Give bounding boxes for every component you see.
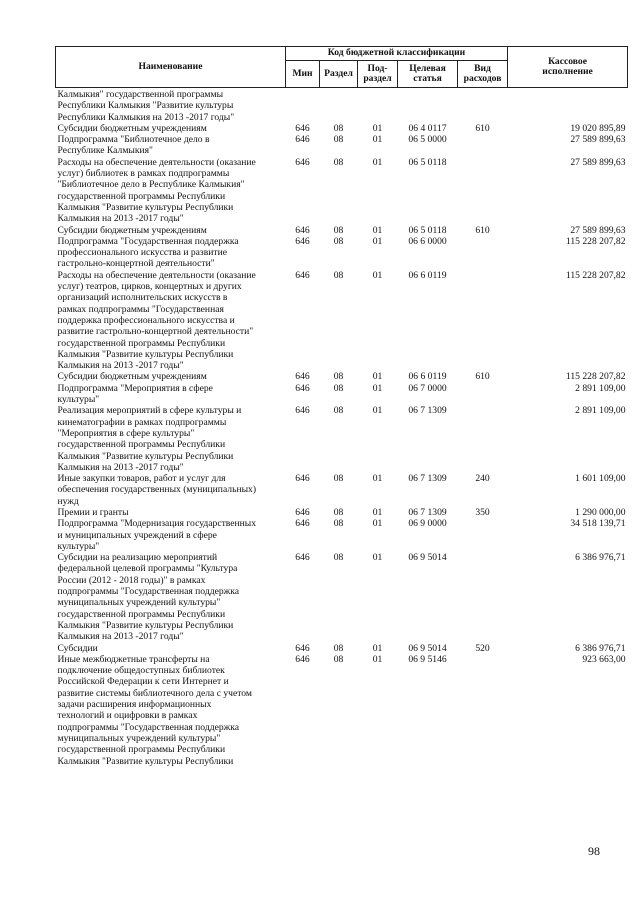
table-row: [56, 123, 628, 134]
cell-razdel: [320, 88, 358, 123]
cell-min: 646: [295, 518, 310, 530]
cell-name: Подпрограмма "Мероприятия в сфере культуры": [57, 382, 213, 406]
cell-min: 646: [295, 224, 310, 236]
header-vid: Вид расходов: [458, 61, 508, 88]
cell-vid: [458, 654, 508, 767]
cell-podrazdel: 01: [372, 235, 383, 247]
cell-podrazdel: 01: [372, 269, 383, 281]
cell-vid: [458, 236, 508, 270]
cell-min: 646: [295, 122, 310, 134]
table-row: [56, 225, 628, 236]
cell-vid: [458, 552, 508, 642]
cell-target: 06 5 0118: [408, 156, 447, 168]
cell-name: Субсидии: [57, 642, 98, 654]
cell-podrazdel: 01: [372, 405, 383, 417]
cell-vid: [458, 383, 508, 406]
cell-target: 06 6 0119: [408, 371, 447, 383]
cell-amount: 27 589 899,63: [570, 134, 626, 146]
cell-name: Расходы на обеспечение деятельности (оказание услуг) библиотек в рамках подпрограммы "Библиотечное дело в Республике Калмыкия" государственной программы Республики Калмыкия "Развитие культуры Республики Калмыкия на 2013 -2017 годы": [57, 156, 256, 225]
cell-min: 646: [295, 642, 310, 654]
cell-podrazdel: [358, 88, 398, 123]
table-body: [56, 88, 628, 767]
table-row: [56, 134, 628, 157]
cell-name: Субсидии на реализацию мероприятий федеральной целевой программы "Культура России (2012 - 2018 годы)" в рамках подпрограммы "Государственная поддержка муниципальных учреждений культуры" государственной программы Республики Калмыкия "Развитие культуры Республики Калмыкия на 2013 -2017 годы": [57, 552, 240, 643]
cell-vid: [458, 270, 508, 372]
header-podrazdel: Под- раздел: [358, 61, 398, 88]
cell-razdel: 08: [333, 269, 344, 281]
cell-name: Подпрограмма "Модернизация государственных и муниципальных учреждений в сфере культуры": [57, 518, 257, 552]
cell-min: 646: [295, 371, 310, 383]
table-row: [56, 157, 628, 225]
header-razdel: Раздел: [320, 61, 358, 88]
table-row: [56, 654, 628, 767]
cell-amount: 1 290 000,00: [575, 506, 626, 518]
cell-vid: 240: [475, 473, 490, 485]
cell-target: 06 6 0119: [408, 269, 447, 281]
cell-target: 06 7 0000: [408, 382, 447, 394]
cell-target: 06 9 0000: [408, 518, 447, 530]
cell-min: 646: [295, 156, 310, 168]
cell-vid: 520: [475, 642, 490, 654]
cell-amount: 27 589 899,63: [570, 224, 626, 236]
cell-target: [398, 88, 458, 123]
cell-razdel: 08: [333, 371, 344, 383]
budget-table: [55, 46, 628, 767]
cell-podrazdel: 01: [372, 506, 383, 518]
cell-target: 06 7 1309: [408, 473, 447, 485]
table-row: [56, 383, 628, 406]
cell-amount: 115 228 207,82: [565, 269, 626, 281]
cell-vid: 350: [475, 506, 490, 518]
table-row: [56, 236, 628, 270]
cell-podrazdel: 01: [372, 122, 383, 134]
cell-name: Подпрограмма "Библиотечное дело в Республике Калмыкия": [57, 134, 210, 157]
cell-min: 646: [295, 473, 310, 485]
cell-amount: 2 891 109,00: [575, 405, 626, 417]
cell-podrazdel: 01: [372, 224, 383, 236]
cell-podrazdel: 01: [372, 518, 383, 530]
cell-target: 06 9 5014: [408, 552, 447, 564]
cell-vid: 610: [475, 224, 490, 236]
cell-razdel: 08: [333, 156, 344, 168]
table-row: [56, 270, 628, 372]
cell-name: Реализация мероприятий в сфере культуры и кинематографии в рамках подпрограммы "Мероприятия в сфере культуры" государственной программы Республики Калмыкия "Развитие культуры Республики Калмыкия на 2013 -2017 годы": [57, 405, 242, 473]
cell-amount: 6 386 976,71: [575, 642, 626, 654]
table-row: [56, 405, 628, 473]
page-number: 98: [588, 844, 600, 858]
cell-amount: 2 891 109,00: [575, 382, 626, 394]
cell-amount: 6 386 976,71: [575, 552, 626, 564]
cell-amount: 19 020 895,89: [570, 122, 626, 134]
cell-podrazdel: 01: [372, 473, 383, 485]
table-row: [56, 518, 628, 552]
table-row: [56, 552, 628, 642]
cell-name: Подпрограмма "Государственная поддержка профессионального искусства и развитие гастрольно-концертной деятельности": [57, 235, 239, 270]
cell-target: 06 6 0000: [408, 235, 447, 247]
cell-razdel: 08: [333, 235, 344, 247]
cell-podrazdel: 01: [372, 134, 383, 146]
cell-podrazdel: 01: [372, 552, 383, 564]
cell-vid: 610: [475, 371, 490, 383]
cell-name: Иные межбюджетные трансферты на подключение общедоступных библиотек Российской Федерации к сети Интернет и развитие системы библиотечного дела с учетом задачи расширения информационных технологий и оцифровки в рамках подпрограммы "Государственная поддержка муниципальных учреждений культуры" государственной программы Республики Калмыкия "Развитие культуры Республики: [57, 653, 252, 767]
header-target: Целевая статья: [398, 61, 458, 88]
cell-podrazdel: 01: [372, 642, 383, 654]
cell-vid: [458, 88, 508, 123]
cell-target: 06 9 5014: [408, 642, 447, 654]
cell-name: Иные закупки товаров, работ и услуг для обеспечения государственных (муниципальных) нужд: [57, 473, 257, 507]
header-code-group: Код бюджетной классификации: [286, 47, 508, 61]
cell-name: Расходы на обеспечение деятельности (оказание услуг) театров, цирков, концертных и других организаций исполнительских искусств в рамках подпрограммы "Государственная поддержка профессионального искусства и развитие гастрольно-концертной деятельности" государственной программы Республики Калмыкия "Развитие культуры Республики Калмыкия на 2013 -2017 годы": [57, 269, 256, 372]
cell-min: 646: [295, 552, 310, 564]
cell-target: 06 9 5146: [408, 653, 447, 665]
cell-razdel: 08: [333, 642, 344, 654]
header-kassa: Кассовое исполнение: [508, 47, 628, 88]
cell-name: Премии и гранты: [57, 506, 129, 518]
cell-name: Субсидии бюджетным учреждениям: [57, 371, 207, 383]
cell-target: 06 4 0117: [408, 122, 447, 134]
cell-razdel: 08: [333, 518, 344, 530]
cell-razdel: 08: [333, 506, 344, 518]
cell-min: 646: [295, 382, 310, 394]
cell-vid: [458, 405, 508, 473]
cell-razdel: 08: [333, 382, 344, 394]
table-row: [56, 371, 628, 382]
cell-amount: 1 601 109,00: [575, 473, 626, 485]
cell-name: Субсидии бюджетным учреждениям: [57, 122, 207, 134]
table-row: [56, 643, 628, 654]
cell-razdel: 08: [333, 552, 344, 564]
cell-razdel: 08: [333, 134, 344, 146]
cell-min: 646: [295, 405, 310, 417]
cell-min: 646: [295, 134, 310, 146]
cell-min: [286, 88, 320, 123]
cell-target: 06 7 1309: [408, 506, 447, 518]
cell-razdel: 08: [333, 653, 344, 665]
table-row: [56, 507, 628, 518]
cell-vid: [458, 157, 508, 225]
cell-name: Субсидии бюджетным учреждениям: [57, 224, 207, 236]
cell-amount: 34 518 139,71: [570, 518, 626, 530]
header-min: Мин: [286, 61, 320, 88]
cell-vid: [458, 518, 508, 552]
cell-razdel: 08: [333, 224, 344, 236]
cell-min: 646: [295, 235, 310, 247]
cell-amount: 115 228 207,82: [565, 371, 626, 383]
cell-min: 646: [295, 506, 310, 518]
cell-min: 646: [295, 653, 310, 665]
cell-podrazdel: 01: [372, 382, 383, 394]
cell-razdel: 08: [333, 473, 344, 485]
cell-target: 06 7 1309: [408, 405, 447, 417]
cell-amount: 923 663,00: [582, 653, 626, 665]
cell-podrazdel: 01: [372, 371, 383, 383]
cell-target: 06 5 0000: [408, 134, 447, 146]
cell-amount: [508, 88, 628, 123]
cell-vid: 610: [475, 122, 490, 134]
cell-podrazdel: 01: [372, 653, 383, 665]
cell-target: 06 5 0118: [408, 224, 447, 236]
cell-razdel: 08: [333, 405, 344, 417]
cell-name: Калмыкия" государственной программы Республики Калмыкия "Развитие культуры Республики Калмыкия на 2013 -2017 годы": [57, 89, 235, 123]
table-row: [56, 473, 628, 507]
header-name: Наименование: [56, 47, 286, 88]
cell-amount: 27 589 899,63: [570, 156, 626, 168]
cell-vid: [458, 134, 508, 157]
cell-amount: 115 228 207,82: [565, 235, 626, 247]
table-row: [56, 88, 628, 123]
cell-min: 646: [295, 269, 310, 281]
cell-razdel: 08: [333, 122, 344, 134]
cell-podrazdel: 01: [372, 156, 383, 168]
